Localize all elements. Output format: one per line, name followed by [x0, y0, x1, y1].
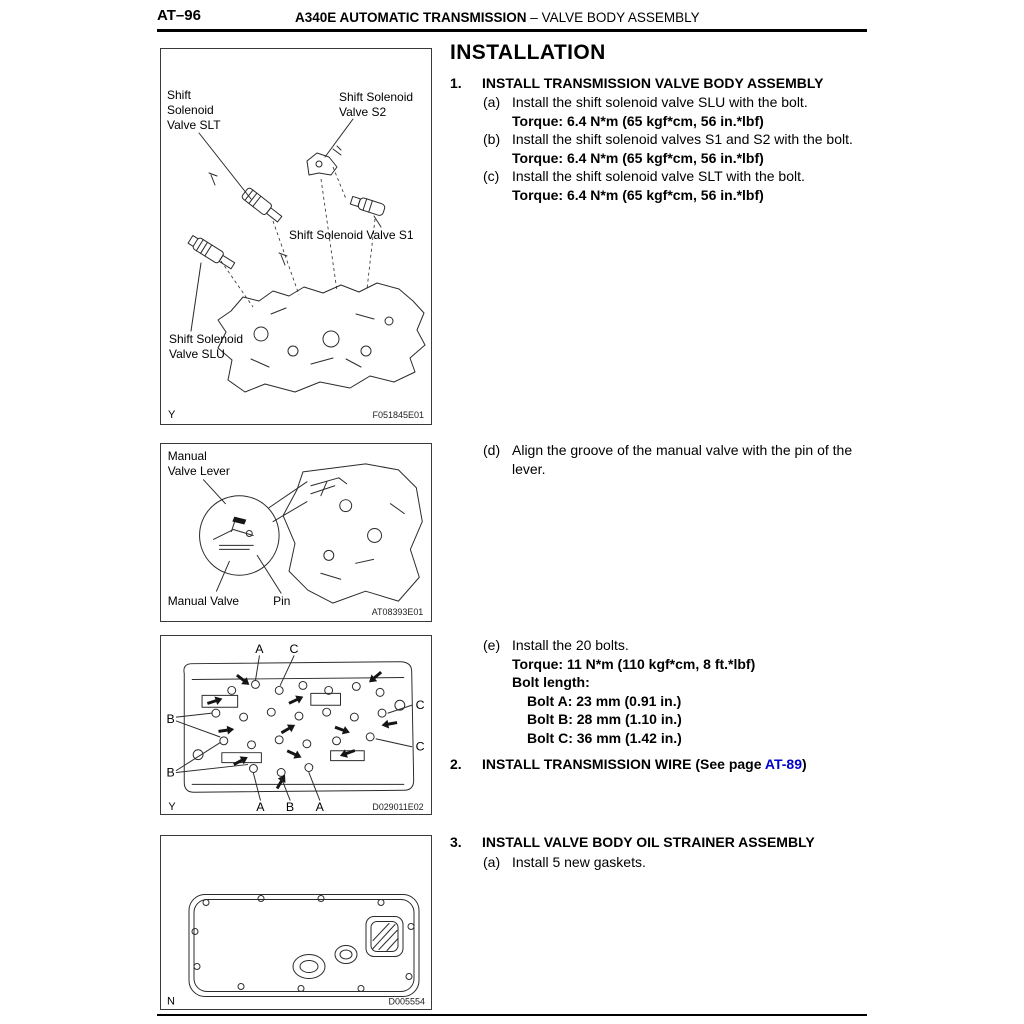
step-2-title-close: ): [801, 756, 807, 772]
solenoid-s2: [307, 146, 341, 175]
figure-manual-valve-lever: [160, 443, 432, 622]
label-leader-lines: [191, 119, 381, 331]
step-1a-text: Install the shift solenoid valve SLU with the bolt.: [512, 94, 808, 110]
label-s1: Shift Solenoid Valve S1: [289, 228, 414, 242]
step-1b: [483, 130, 870, 167]
bolt-letter-left-b1: B: [166, 712, 175, 727]
instructions-block-1: [450, 41, 870, 204]
solenoid-s1: [350, 195, 386, 217]
bolt-letter-right-c1: C: [415, 698, 425, 713]
bolt-length-heading: Bolt length:: [512, 674, 590, 690]
step-3: [450, 833, 870, 852]
step-1e-torque: Torque: 11 N*m (110 kgf*cm, 8 ft.*lbf): [512, 655, 756, 672]
figure-oil-strainer-gasket: [160, 835, 432, 1010]
header-title-bold: A340E AUTOMATIC TRANSMISSION: [295, 10, 527, 25]
step-1e: [483, 636, 870, 747]
step-2-title-text: INSTALL TRANSMISSION WIRE (See page: [482, 756, 765, 772]
step-1b-label: (b): [483, 131, 501, 147]
instructions-block-2: [450, 441, 870, 478]
step-3a: [483, 853, 870, 872]
figure-code: F051845E01: [372, 410, 424, 420]
step-1a: [483, 93, 870, 130]
step-2-number: 2.: [450, 756, 462, 772]
bolt-c-length: Bolt C: 36 mm (1.42 in.): [527, 729, 682, 746]
page-number: AT–96: [157, 7, 201, 24]
instructions-block-4: [450, 833, 870, 871]
figure-corner-mark: Y: [168, 801, 176, 814]
strainer-ovals: [293, 946, 357, 979]
step-1c-torque: Torque: 6.4 N*m (65 kgf*cm, 56 in.*lbf): [512, 186, 764, 203]
valve-body-outline: [184, 662, 414, 793]
label-lever-line2: Valve Lever: [167, 463, 230, 478]
header-title-separator: –: [530, 10, 538, 25]
step-2-title: [482, 755, 870, 774]
step-1d-label: (d): [483, 442, 501, 458]
figure-shift-solenoid-valves: [160, 48, 432, 425]
label-slt-line1: Shift: [167, 88, 192, 102]
bolt-b-length: Bolt B: 28 mm (1.10 in.): [527, 711, 682, 727]
oil-strainer-diagram: [161, 836, 431, 1009]
header-rule: [157, 29, 867, 32]
step-1-title: INSTALL TRANSMISSION VALVE BODY ASSEMBLY: [482, 74, 824, 91]
figure-bolt-locations: [160, 635, 432, 815]
label-slu-line1: Shift Solenoid: [169, 332, 244, 346]
solenoid-slt: [241, 187, 284, 224]
header-title-rest: VALVE BODY ASSEMBLY: [541, 10, 700, 25]
step-1c: [483, 167, 870, 204]
bolt-letter-bottom-a1: A: [256, 800, 265, 814]
label-slt-line3: Valve SLT: [167, 118, 221, 132]
label-lever-line1: Manual: [167, 448, 207, 463]
step-1b-torque: Torque: 6.4 N*m (65 kgf*cm, 56 in.*lbf): [512, 149, 764, 166]
step-1e-text: Install the 20 bolts.: [512, 637, 629, 653]
step-3-title: INSTALL VALVE BODY OIL STRAINER ASSEMBLY: [482, 834, 815, 850]
figure-code: AT08393E01: [371, 607, 424, 618]
figure-code: D029011E02: [372, 802, 424, 813]
strainer-port-hatched: [366, 917, 403, 957]
step-1-number: 1.: [450, 74, 462, 91]
step-3a-text: Install 5 new gaskets.: [512, 853, 646, 870]
page-link-at-89[interactable]: AT-89: [764, 756, 802, 772]
valve-body-sketch: [283, 464, 422, 603]
label-slt-line2: Solenoid: [167, 103, 214, 117]
manual-valve-diagram: [161, 444, 431, 621]
step-1d: [483, 441, 870, 478]
label-manual-valve: Manual Valve: [167, 594, 240, 609]
label-leader-lines: [204, 480, 282, 593]
step-1: [450, 74, 870, 93]
bolt-letter-left-b2: B: [166, 765, 175, 780]
bolt-letter-bottom-a2: A: [315, 800, 324, 814]
step-1c-label: (c): [483, 168, 500, 184]
instructions-block-3: [450, 636, 870, 775]
bolt-letter-right-c2: C: [415, 739, 425, 754]
label-pin: Pin: [273, 594, 291, 609]
bolt-arrows: [206, 669, 398, 791]
step-1c-text: Install the shift solenoid valve SLT with the bolt.: [512, 168, 805, 184]
mounting-bolts: [209, 173, 287, 265]
step-1b-text: Install the shift solenoid valves S1 and S2 with the bolt.: [512, 131, 853, 147]
bolt-letter-top-a: A: [255, 641, 264, 656]
figure-corner-mark: Y: [168, 409, 176, 421]
bolt-letter-top-c: C: [289, 641, 299, 656]
step-2: [450, 755, 870, 774]
bolt-letter-bottom-b: B: [285, 800, 295, 814]
bolt-location-diagram: [161, 636, 431, 814]
step-1a-label: (a): [483, 94, 501, 110]
label-s2-line2: Valve S2: [339, 105, 387, 119]
figure-corner-mark: N: [167, 995, 175, 1008]
step-3a-label: (a): [483, 853, 501, 870]
gasket-bolt-holes: [192, 896, 414, 992]
step-3-number: 3.: [450, 834, 462, 850]
gasket-outline: [189, 895, 419, 997]
valve-body-outline: [218, 283, 425, 392]
label-slu-line2: Valve SLU: [169, 347, 225, 361]
footer-rule: [157, 1014, 867, 1016]
label-s2-line1: Shift Solenoid: [339, 90, 414, 104]
step-1d-text: Align the groove of the manual valve with the pin of the lever.: [512, 442, 853, 477]
step-1e-label: (e): [483, 637, 501, 653]
figure-code: D005554: [388, 996, 425, 1007]
solenoid-slu: [187, 234, 236, 272]
step-1a-torque: Torque: 6.4 N*m (65 kgf*cm, 56 in.*lbf): [512, 112, 764, 129]
header-title: [295, 10, 700, 25]
page-title: INSTALLATION: [450, 41, 606, 64]
bolt-a-length: Bolt A: 23 mm (0.91 in.): [527, 692, 682, 709]
solenoid-diagram: [161, 49, 431, 424]
